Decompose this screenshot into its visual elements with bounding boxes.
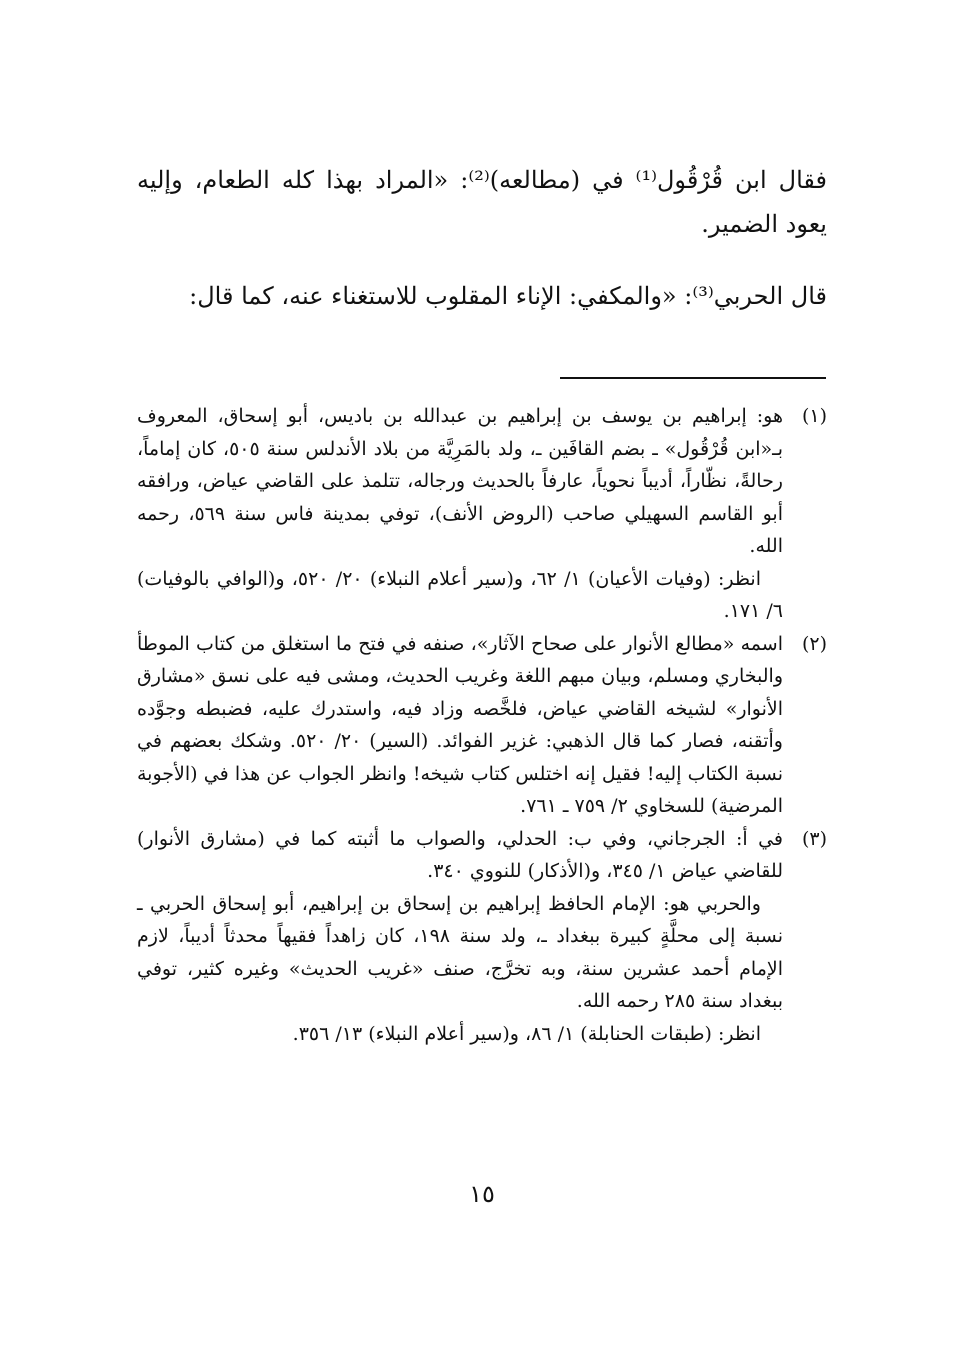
page-number: ١٥ bbox=[469, 1180, 495, 1208]
footnote-3 bbox=[137, 823, 827, 1051]
footnote-paragraph: انظر: (طبقات الحنابلة) ١/ ٨٦، و(سير أعلام النبلاء) ١٣/ ٣٥٦. bbox=[292, 1022, 761, 1045]
footnotes bbox=[137, 400, 827, 1050]
main-paragraph-1: فقال ابن قُرْقُول⁽¹⁾ في (مطالعه)⁽²⁾: «المراد بهذا كله الطعام، وإليه يعود الضمير. bbox=[137, 166, 827, 238]
footnote-paragraph: انظر: (وفيات الأعيان) ١/ ٦٢، و(سير أعلام النبلاء) ٢٠/ ٥٢٠، و(الوافي بالوفيات) ٦/ ١٧١. bbox=[137, 567, 783, 622]
footnote-number: (٢) bbox=[801, 632, 827, 655]
footnote-paragraph: والحربي هو: الإمام الحافظ إبراهيم بن إسحاق بن إبراهيم، أبو إسحاق الحربي ـ نسبة إلى محلَّةٍ كبيرة ببغداد ـ، ولد سنة ١٩٨، كان زاهداً فقيهاً محدثاً أديباً، لازم الإمام أحمد عشرين سنة، وبه تخرَّج، صنف «غريب الحديث» وغيره كثير، توفي ببغداد سنة ٢٨٥ رحمه الله. bbox=[137, 892, 784, 1012]
footnote-paragraph: اسمه «مطالع الأنوار على صحاح الآثار»، صنفه في فتح ما استغلق من كتاب الموطأ والبخاري ومسلم، وبيان مبهم اللغة وغريب الحديث، ومشى فيه على نسق «مشارق الأنوار» لشيخه القاضي عياض، فلخَّصه وزاد فيه، واستدرك عليه، فضبطه وجوَّده وأتقنه، فصار كما قال الذهبي: غزير الفوائد. (السير) ٢٠/ ٥٢٠. وشكك بعضهم في نسبة الكتاب إليه! فقيل إنه اختلس كتاب شيخه! وانظر الجواب عن هذا في (الأجوبة المرضية) للسخاوي ٢/ ٧٥٩ ـ ٧٦١. bbox=[137, 632, 783, 817]
footnote-separator bbox=[560, 377, 826, 379]
footnote-number: (١) bbox=[801, 405, 827, 427]
footnote-number: (٣) bbox=[801, 827, 827, 850]
footnote-paragraph: في أ: الجرجاني، وفي ب: الحدلي، والصواب ما أثبته كما في (مشارق الأنوار) للقاضي عياض ١/ ٣٤٥، و(الأذكار) للنووي ٣٤٠. bbox=[137, 827, 783, 882]
main-text bbox=[137, 158, 827, 318]
main-paragraph-2: قال الحربي⁽³⁾: «والمكفي: الإناء المقلوب للاستغناء عنه، كما قال: bbox=[189, 282, 827, 310]
footnote-2 bbox=[137, 628, 827, 823]
footnote-1 bbox=[137, 400, 827, 628]
footnote-paragraph: هو: إبراهيم بن يوسف بن إبراهيم بن عبدالله بن باديس، أبو إسحاق، المعروف بـ«ابن قُرْقُول» ـ بضم القافَين ـ، ولد بالمَرِيَّة من بلاد الأندلس سنة ٥٠٥، كان إماماً، رحالةً، نظّاراً، أديباً نحوياً، عارفاً بالحديث ورجاله، تتلمذ على القاضي عياض، ورافقه أبو القاسم السهيلي صاحب (الروض الأنف)، توفي بمدينة فاس سنة ٥٦٩، رحمه الله. bbox=[137, 405, 783, 557]
